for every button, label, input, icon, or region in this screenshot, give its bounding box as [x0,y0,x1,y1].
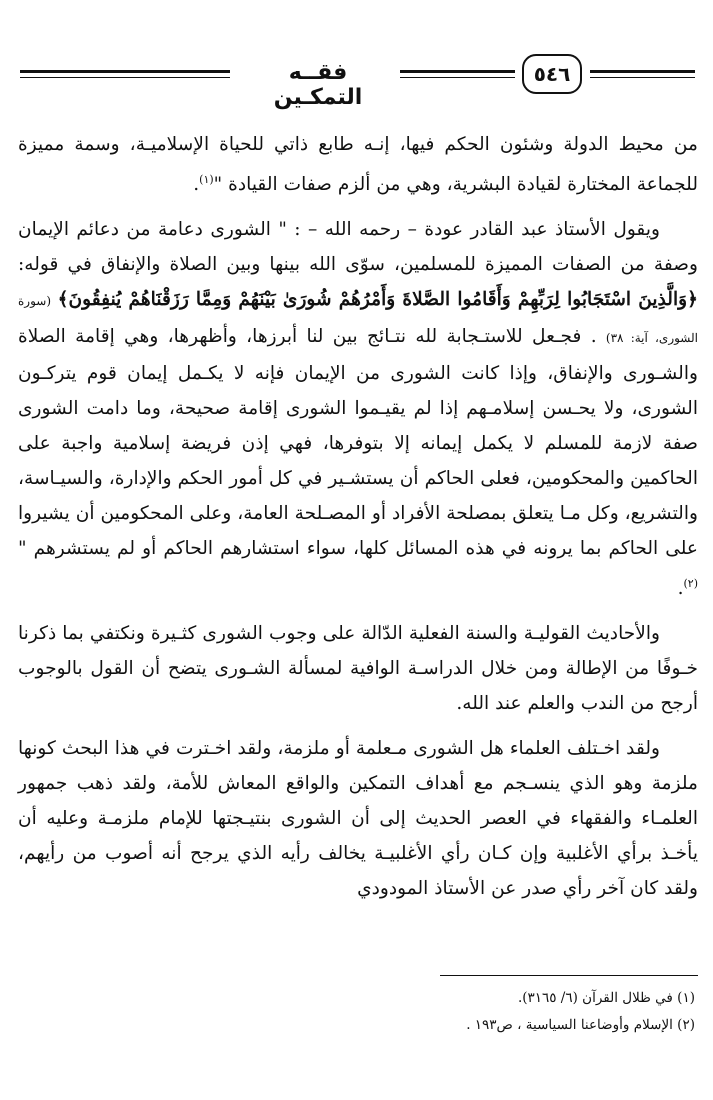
paragraph [18,731,698,906]
header-rule-left-outer [20,70,230,73]
header-rule-right-inner [590,77,695,78]
header-rule-right-outer [590,70,695,73]
footnote: (١) في ظلال القرآن (٦/ ٣١٦٥). [517,990,695,1006]
running-title: فقــه التمكـين [273,60,363,110]
paragraph-tail: . [677,578,684,600]
paragraph-text: ويقول الأستاذ عبد القادر عودة – رحمه الله – : " الشورى دعامة من دعائم الإيمان وصفة من الصفات المميزة للمسلمين، سوّى الله بينها وبين الصلاة والإنفاق في قوله: [18,219,698,276]
header-rule-left-inner [20,77,230,78]
paragraph [18,127,698,202]
paragraph-tail: . [193,174,200,196]
header-rule-middle-outer [400,70,515,73]
paragraph [18,212,698,606]
verse-reference: (سورة الشورى، آية: ٣٨) [18,294,699,346]
header-rule-middle-inner [400,77,515,78]
footnote: (٢) الإسلام وأوضاعنا السياسية ، ص١٩٣ . [466,1017,695,1033]
footnotes [15,985,695,1039]
quran-verse: ﴿وَالَّذِينَ اسْتَجَابُوا لِرَبِّهِمْ وَأَقَامُوا الصَّلاةَ وَأَمْرُهُمْ شُورَىٰ بَيْنَهُمْ وَمِمَّا رَزَقْنَاهُمْ يُنفِقُونَ﴾ [57,289,698,311]
paragraph-text: والأحاديث القوليـة والسنة الفعلية الدّالة على وجوب الشورى كثـيرة ونكتفي بما ذكرنا خـوفًا من الإطالة ومن خلال الدراسـة الوافية لمسألة الشـورى يتضح أن القول بالوجوب أرجح من الندب والعلم عند الله. [18,623,698,715]
footnote-separator [440,975,698,976]
page-number: ٥٤٦ [522,54,582,94]
main-text [18,127,698,916]
running-header [0,50,713,110]
paragraph-text: من محيط الدولة وشئون الحكم فيها، إنـه طابع ذاتي للحياة الإسلاميـة، وسمة مميزة للجماعة المختارة لقيادة البشرية، وهي من ألزم صفات القيادة " [18,134,698,196]
paragraph-text: . فجـعل للاستـجابة لله نتـائج بين لنا أبرزها، وأظهرها، وهي إقامة الصلاة والشـورى والإنفاق، وإذا كانت الشورى من الإيمان فإنه لا يكـمل إيمان قوم يتركـون الشورى، ولا يحـسن إسلامـهم إذا لم يقيـموا الشورى إقامة صحيحة، وما دامت الشورى صفة لازمة للمسلم لا يكمل إيمانه إلا بتوفرها، فهي إذن فريضة إسلامية واجبة على الحاكمين والمحكومين، فعلى الحاكم أن يستشـير في كل أمور الحكم والإدارة، والسيـاسة، والتشريع، وكل مـا يتعلق بمصلحة الأفراد أو المصـلحة العامة، وعلى المحكومين أن يشيروا على الحاكم بما يرونه في هذه المسائل كلها، سواء استشارهم الحاكم أو لم يستشرهم " [18,326,698,560]
paragraph [18,616,698,721]
footnote-marker: (١) [199,173,214,186]
footnote-marker: (٢) [683,577,698,591]
paragraph-text: ولقد اخـتلف العلماء هل الشورى مـعلمة أو ملزمة، ولقد اخـترت في هذا البحث كونها ملزمة وهو الذي ينسـجم مع أهداف التمكين والواقع المعاش للأمة، ولقد ذهب جمهور العلمـاء والفقهاء في العصر الحديث إلى أن الشورى بنتيـجتها للإمام ملزمـة وعليه أن يأخـذ برأي الأغلبية وإن كـان رأي الأغلبيـة يخالف رأيه الذي يرجح أنه أصوب من رأيهم، ولقد كان آخر رأي صدر عن الأستاذ المودودي [18,738,698,900]
